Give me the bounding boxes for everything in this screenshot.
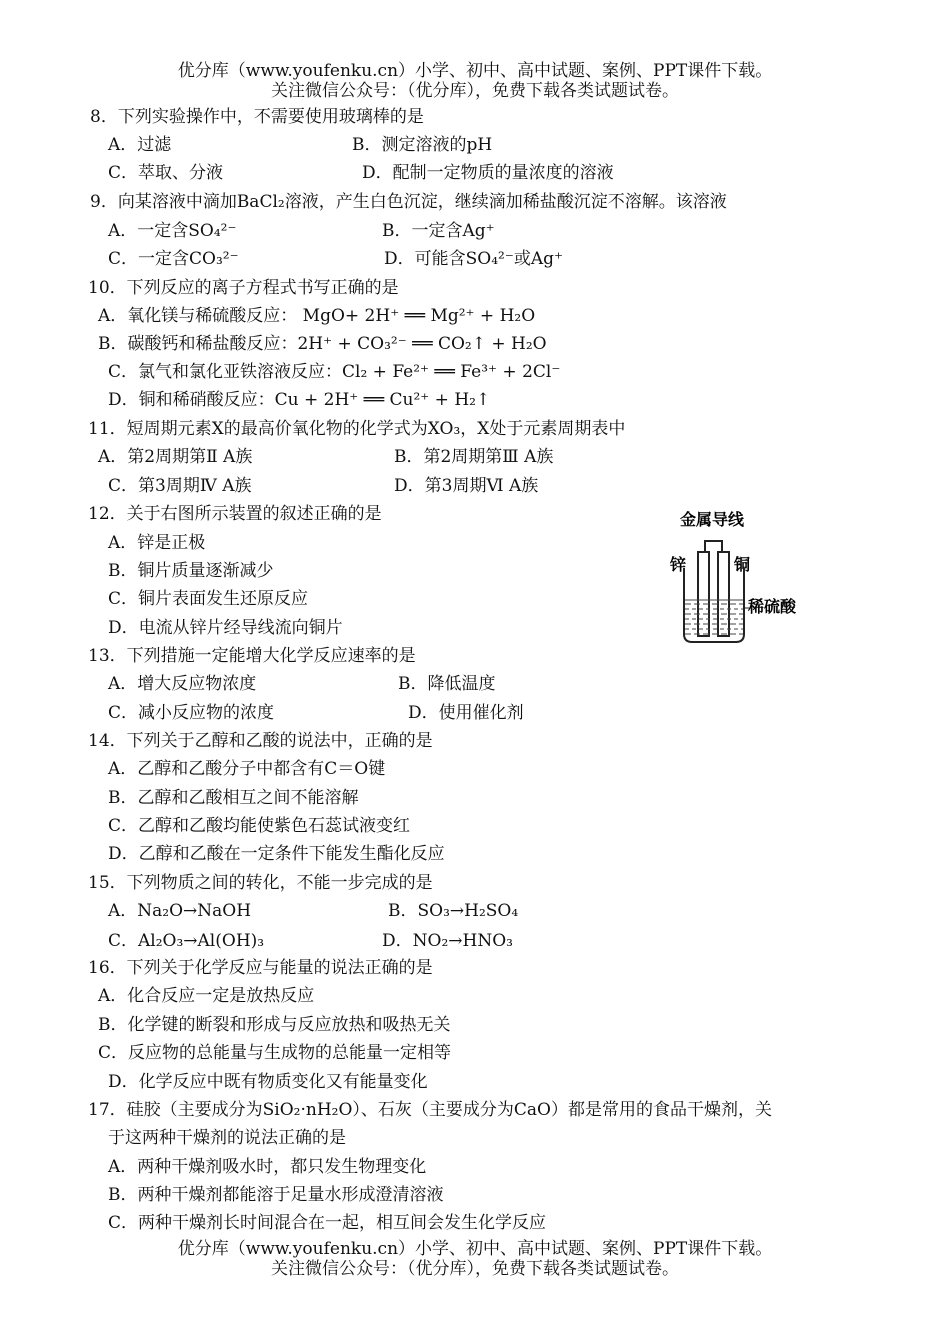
figure-label-acid: 稀硫酸 <box>748 597 797 616</box>
q10-option-d: D．铜和稀硝酸反应：Cu + 2H⁺ ══ Cu²⁺ + H₂↑ <box>108 390 491 410</box>
q16-option-b: B．化学键的断裂和形成与反应放热和吸热无关 <box>98 1015 451 1035</box>
q9-option-a: A．一定含SO₄²⁻ <box>108 221 237 241</box>
q10-stem: 10．下列反应的离子方程式书写正确的是 <box>88 278 399 298</box>
q12-option-d: D．电流从锌片经导线流向铜片 <box>108 618 343 638</box>
q8-option-c: C．萃取、分液 <box>108 163 224 183</box>
galvanic-cell-figure <box>668 508 798 650</box>
q17-stem-line-2: 于这两种干燥剂的说法正确的是 <box>108 1128 346 1148</box>
q14-option-d: D．乙醇和乙酸在一定条件下能发生酯化反应 <box>108 844 445 864</box>
q9-option-d: D．可能含SO₄²⁻或Ag⁺ <box>384 249 563 269</box>
q15-option-a: A．Na₂O→NaOH <box>108 901 252 921</box>
q12-option-c: C．铜片表面发生还原反应 <box>108 589 309 609</box>
q15-stem: 15．下列物质之间的转化，不能一步完成的是 <box>88 873 433 893</box>
q9-option-c: C．一定含CO₃²⁻ <box>108 249 239 269</box>
q11-option-d: D．第3周期Ⅵ A族 <box>394 476 539 496</box>
q17-option-c: C．两种干燥剂长时间混合在一起，相互间会发生化学反应 <box>108 1213 547 1233</box>
footer-line-2: 关注微信公众号：（优分库），免费下载各类试题试卷。 <box>271 1259 679 1279</box>
q14-stem: 14．下列关于乙醇和乙酸的说法中，正确的是 <box>88 731 433 751</box>
q8-option-a: A．过滤 <box>108 135 172 155</box>
q11-option-b: B．第2周期第Ⅲ A族 <box>394 447 554 467</box>
q14-option-b: B．乙醇和乙酸相互之间不能溶解 <box>108 788 359 808</box>
acid-solution <box>685 600 743 634</box>
q14-option-a: A．乙醇和乙酸分子中都含有C＝O键 <box>108 759 386 779</box>
q9-option-b: B．一定含Ag⁺ <box>382 221 495 241</box>
q10-option-b: B．碳酸钙和稀盐酸反应：2H⁺ + CO₃²⁻ ══ CO₂↑ + H₂O <box>98 334 547 354</box>
q11-option-a: A．第2周期第Ⅱ A族 <box>98 447 253 467</box>
q13-option-b: B．降低温度 <box>398 674 496 694</box>
q11-stem: 11．短周期元素X的最高价氧化物的化学式为XO₃，X处于元素周期表中 <box>88 419 626 439</box>
q13-stem: 13．下列措施一定能增大化学反应速率的是 <box>88 646 416 666</box>
q16-option-d: D．化学反应中既有物质变化又有能量变化 <box>108 1072 428 1092</box>
q17-option-b: B．两种干燥剂都能溶于足量水形成澄清溶液 <box>108 1185 444 1205</box>
figure-label-zinc: 锌 <box>670 555 687 574</box>
q16-stem: 16．下列关于化学反应与能量的说法正确的是 <box>88 958 433 978</box>
header-line-2: 关注微信公众号：（优分库），免费下载各类试题试卷。 <box>271 81 679 101</box>
q12-option-a: A．锌是正极 <box>108 533 206 553</box>
q13-option-c: C．减小反应物的浓度 <box>108 703 275 723</box>
beaker <box>684 568 744 642</box>
q15-option-c: C．Al₂O₃→Al(OH)₃ <box>108 931 265 951</box>
q12-stem: 12．关于右图所示装置的叙述正确的是 <box>88 504 382 524</box>
header-line-1: 优分库（www.youfenku.cn）小学、初中、高中试题、案例、PPT课件下载。 <box>177 61 773 81</box>
q10-option-a: A．氧化镁与稀硫酸反应： MgO+ 2H⁺ ══ Mg²⁺ + H₂O <box>98 306 536 326</box>
q10-option-c: C．氯气和氯化亚铁溶液反应：Cl₂ + Fe²⁺ ══ Fe³⁺ + 2Cl⁻ <box>108 362 561 382</box>
q17-option-a: A．两种干燥剂吸水时，都只发生物理变化 <box>108 1157 427 1177</box>
q14-option-c: C．乙醇和乙酸均能使紫色石蕊试液变红 <box>108 816 411 836</box>
q15-option-d: D．NO₂→HNO₃ <box>382 931 513 951</box>
q12-option-b: B．铜片质量逐渐减少 <box>108 561 274 581</box>
q8-option-d: D．配制一定物质的量浓度的溶液 <box>362 163 614 183</box>
figure-label-wire: 金属导线 <box>680 510 745 529</box>
copper-electrode <box>718 552 729 636</box>
figure-label-copper: 铜 <box>734 555 751 574</box>
q13-option-d: D．使用催化剂 <box>408 703 524 723</box>
q17-stem-line-1: 17．硅胶（主要成分为SiO₂·nH₂O）、石灰（主要成分为CaO）都是常用的食品干燥剂，关 <box>88 1100 772 1120</box>
zinc-electrode <box>698 552 709 636</box>
footer-line-1: 优分库（www.youfenku.cn）小学、初中、高中试题、案例、PPT课件下载。 <box>177 1239 773 1259</box>
q9-stem: 9．向某溶液中滴加BaCl₂溶液，产生白色沉淀，继续滴加稀盐酸沉淀不溶解。该溶液 <box>90 192 727 212</box>
q8-stem: 8．下列实验操作中，不需要使用玻璃棒的是 <box>90 107 424 127</box>
q16-option-a: A．化合反应一定是放热反应 <box>98 986 315 1006</box>
q13-option-a: A．增大反应物浓度 <box>108 674 257 694</box>
q16-option-c: C．反应物的总能量与生成物的总能量一定相等 <box>98 1043 452 1063</box>
q8-option-b: B．测定溶液的pH <box>352 135 493 155</box>
q11-option-c: C．第3周期Ⅳ A族 <box>108 476 252 496</box>
q15-option-b: B．SO₃→H₂SO₄ <box>388 901 519 921</box>
